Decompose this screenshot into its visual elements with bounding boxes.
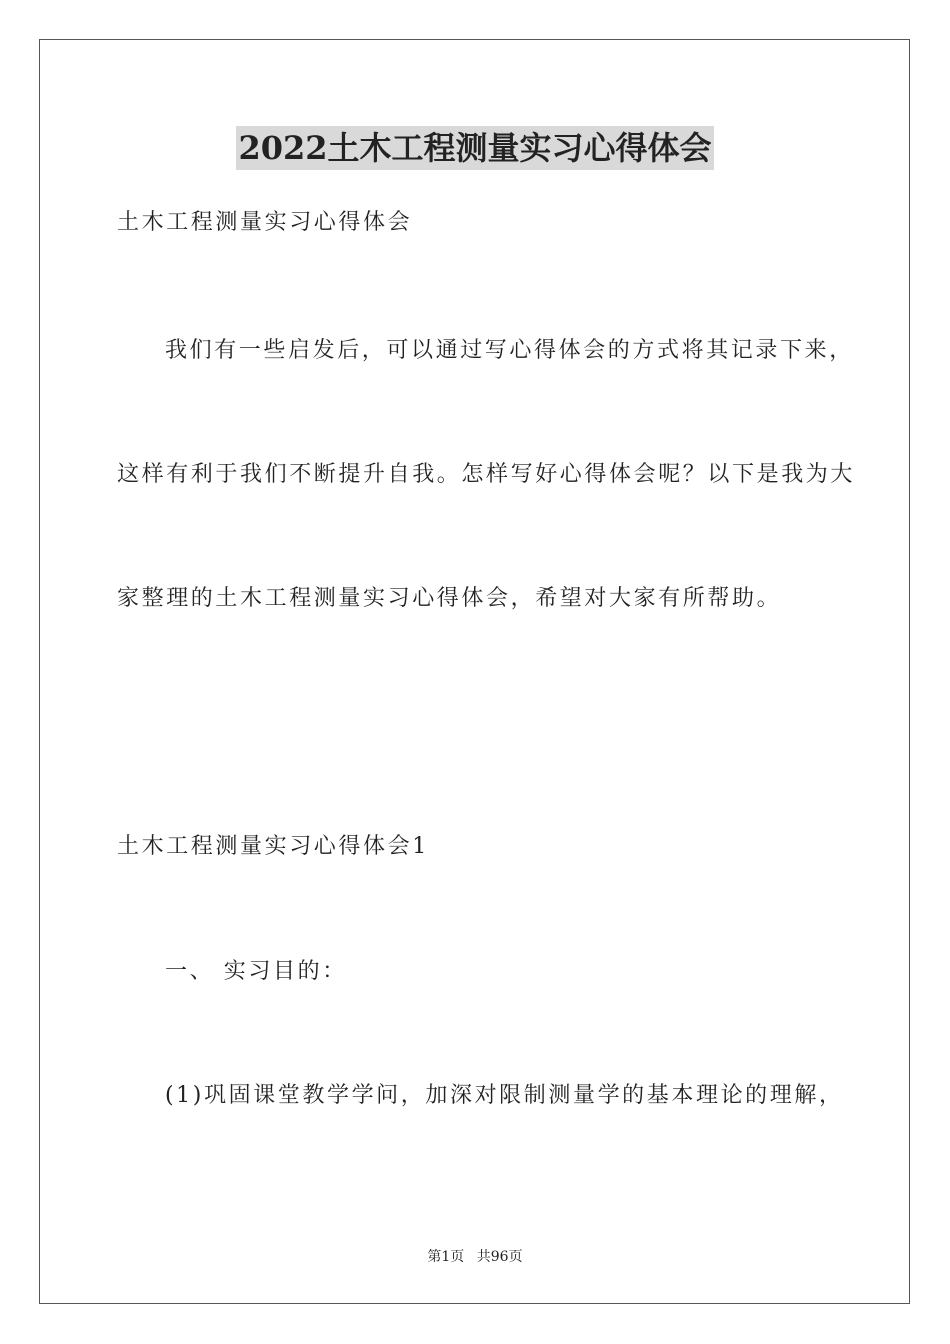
title-block <box>0 126 950 170</box>
subtitle-line: 土木工程测量实习心得体会 <box>117 210 413 235</box>
paragraph-line-1: 我们有一些启发后，可以通过写心得体会的方式将其记录下来， <box>165 338 854 363</box>
list-item-1: (1)巩固课堂教学学问，加深对限制测量学的基本理论的理解， <box>165 1083 844 1108</box>
paragraph-line-3: 家整理的土木工程测量实习心得体会，希望对大家有所帮助。 <box>117 586 782 611</box>
document-title: 2022土木工程测量实习心得体会 <box>236 126 713 170</box>
page-footer <box>0 1247 950 1267</box>
subsection-heading: 一、 实习目的： <box>165 959 347 984</box>
page-total: 共96页 <box>476 1249 523 1265</box>
section-heading: 土木工程测量实习心得体会1 <box>117 834 429 859</box>
paragraph-line-2: 这样有利于我们不断提升自我。怎样写好心得体会呢？以下是我为大 <box>117 462 856 487</box>
page-number: 第1页 <box>427 1249 465 1265</box>
